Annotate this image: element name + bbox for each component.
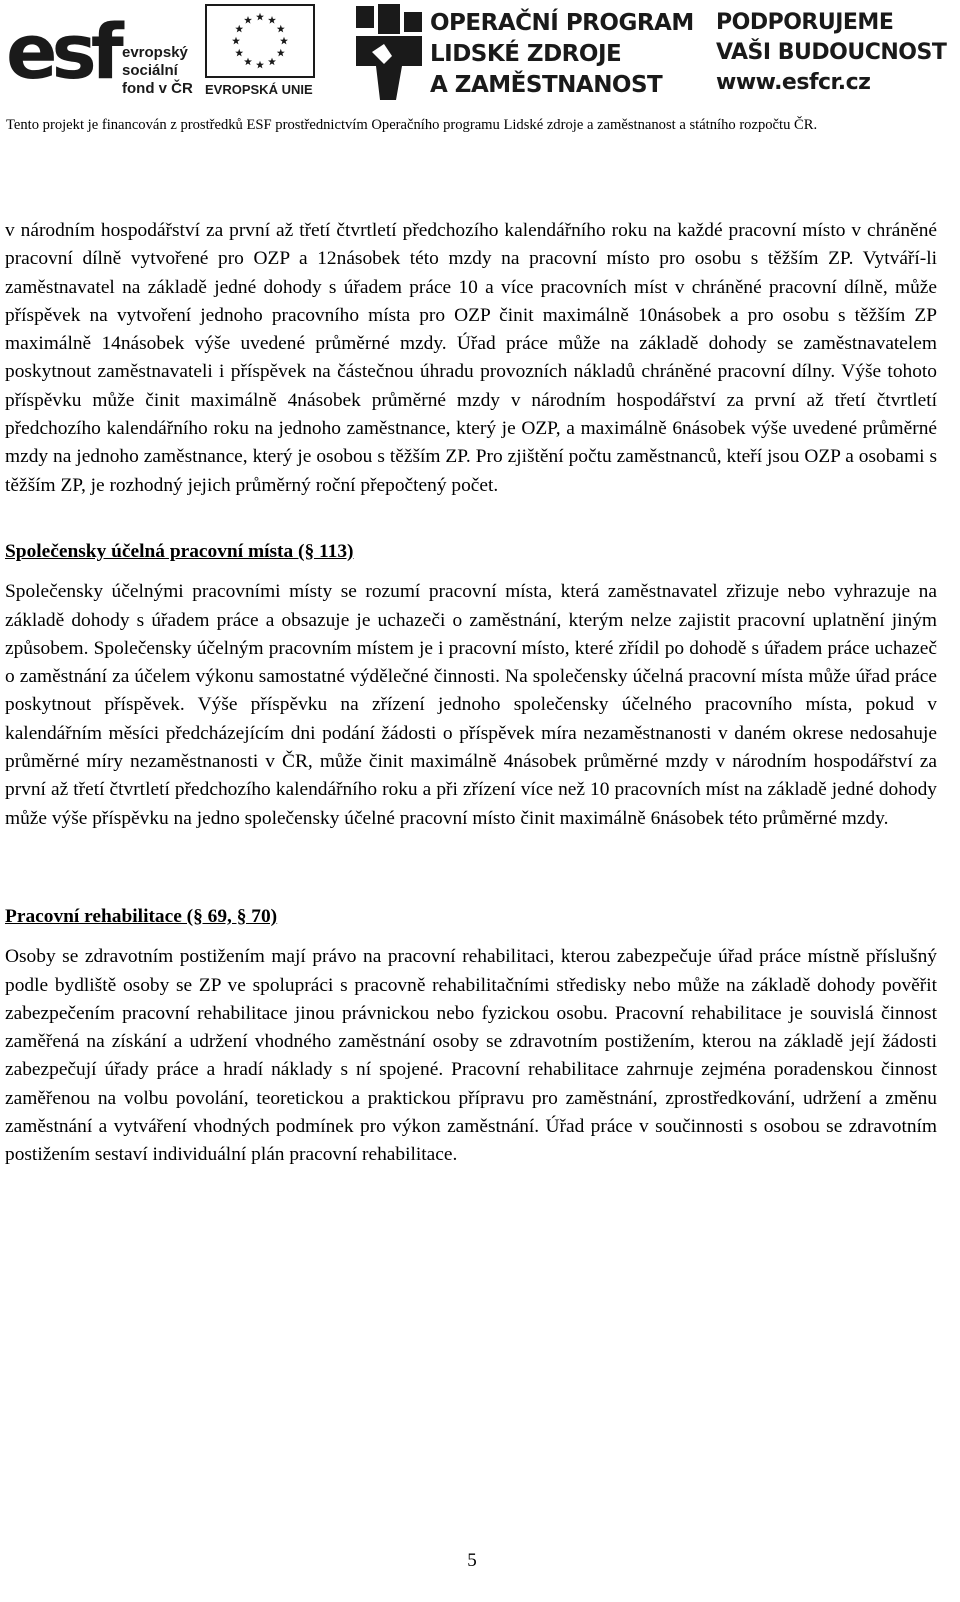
page-number: 5	[467, 1550, 477, 1571]
intro-paragraph: v národním hospodářství za první až třetí čtvrtletí předchozího kalendářního roku na každé pracovní místo v chráněné pracovní dílně vytvořené pro OZP a 12násobek této mzdy na pracovní místo pro osobu s těžším ZP. Vytváří-li zaměstnavatel na základě jedné dohody s úřadem práce 10 a více pracovních míst v chráněné pracovní dílně, může příspěvek na vytvoření jednoho pracovního místa pro OZP činit maximálně 10násobek a pro osobu s těžším ZP maximálně 14násobek výše uvedené průměrné mzdy. Úřad práce může na základě dohody se zaměstnavatelem poskytnout zaměstnavateli i příspěvek na částečnou úhradu provozních nákladů chráněné pracovní dílny. Výše tohoto příspěvku může činit maximálně 4násobek průměrné mzdy v národním hospodářství za první až třetí čtvrtletí předchozího kalendářního roku na jednoho zaměstnance, který je OZP, a maximálně 6násobek výše uvedené průměrné mzdy na jednoho zaměstnance, který je osobou s těžším ZP. Pro zjištění počtu zaměstnanců, kteří jsou OZP a osobami s těžším ZP, je rozhodný jejich průměrný roční přepočtený počet.	[5, 220, 937, 496]
eu-star-icon	[235, 49, 243, 57]
esf-logo	[6, 4, 196, 100]
slogan-url: www.esfcr.cz	[716, 70, 871, 95]
document-body	[5, 217, 937, 1170]
funding-note: Tento projekt je financován z prostředků ESF prostřednictvím Operačního programu Lidské zdroje a zaměstnanost a státního rozpočtu ČR.	[6, 117, 818, 133]
eu-star-icon	[244, 58, 252, 66]
eu-star-icon	[277, 49, 285, 57]
spacer	[5, 833, 937, 903]
section-paragraph-social-jobs: Společensky účelnými pracovními místy se rozumí pracovní místa, která zaměstnavatel zřizuje nebo vyhrazuje na základě dohody s úřadem práce a obsazuje je uchazeči o zaměstnání, kterým nelze zajistit pracovní uplatnění jiným způsobem. Společensky účelným pracovním místem je i pracovní místo, které zřídil po dohodě s úřadem práce uchazeč o zaměstnání za účelem výkonu samostatné výdělečné činnosti. Na společensky účelná pracovní místa může úřad práce poskytnout příspěvek. Výše příspěvku na zřízení jednoho společensky účelného pracovního místa, pokud v kalendářním měsíci předcházejícím dni podání žádosti o příspěvek míra nezaměstnanosti v daném okrese nedosahuje průměrné míry nezaměstnanosti v ČR, může činit maximálně 4násobek průměrné mzdy v národním hospodářství za první až třetí čtvrtletí předchozího kalendářního roku a při zřízení více než 10 pracovních míst na základě jedné dohody může výše příspěvku na jedno společensky účelné pracovní místo činit maximálně 6násobek této průměrné mzdy.	[5, 581, 937, 829]
eu-star-icon	[235, 25, 243, 33]
eu-star-icon	[268, 16, 276, 24]
eu-logo-label: EVROPSKÁ UNIE	[205, 82, 313, 97]
eu-star-icon	[256, 13, 264, 21]
esf-logo-line3: fond v ČR	[122, 80, 193, 97]
eu-star-icon	[256, 61, 264, 69]
slogan-text	[716, 8, 956, 98]
section-paragraph-rehabilitation: Osoby se zdravotním postižením mají právo na pracovní rehabilitaci, kterou zabezpečuje úřad práce místně příslušný podle bydliště osoby se ZP ve spolupráci s pracovně rehabilitačními středisky nebo může na základě dohody pověřit zabezpečením pracovní rehabilitace jinou právnickou nebo fyzickou osobu. Pracovní rehabilitace je souvislá činnost zaměřená na získání a udržení vhodného zaměstnání osoby se zdravotním postižením, kterou na základě její žádosti zabezpečují úřady práce a hradí náklady s ní spojené. Pracovní rehabilitace zahrnuje zejména poradenskou činnost zaměřenou na volbu povolání, teoretickou a praktickou přípravu pro zaměstnání, zprostředkování, udržení a změnu zaměstnání a vytváření vhodných podmínek pro výkon zaměstnání. Úřad práce v součinnosti s osobou se zdravotním postižením sestaví individuální plán pracovní rehabilitace.	[5, 946, 937, 1166]
esf-logo-line2: sociální	[122, 62, 178, 79]
esf-logo-line1: evropský	[122, 44, 188, 61]
eu-star-icon	[268, 58, 276, 66]
section-heading-social-jobs: Společensky účelná pracovní místa (§ 113)	[5, 540, 354, 562]
esf-logo-letters: esf	[6, 7, 118, 96]
esf-logo-caption	[122, 44, 193, 98]
header-logos	[0, 0, 960, 108]
op-logo-line3: A ZAMĚSTNANOST	[430, 72, 663, 98]
spacer	[5, 931, 937, 943]
slogan-line2: VAŠI BUDOUCNOST	[716, 40, 947, 65]
op-logo-line1: OPERAČNÍ PROGRAM	[430, 10, 694, 36]
eu-star-icon	[232, 37, 240, 45]
spacer	[5, 566, 937, 578]
op-logo-text	[430, 8, 694, 101]
human-figure-logo-icon	[356, 4, 422, 100]
op-logo	[356, 4, 696, 100]
eu-flag-icon	[205, 4, 315, 78]
op-logo-line2: LIDSKÉ ZDROJE	[430, 41, 622, 67]
eu-star-icon	[280, 37, 288, 45]
eu-star-icon	[277, 25, 285, 33]
eu-star-icon	[244, 16, 252, 24]
eu-logo	[205, 4, 317, 100]
spacer	[5, 500, 937, 538]
slogan-line1: PODPORUJEME	[716, 10, 894, 35]
slogan-logo	[716, 8, 956, 100]
section-heading-rehabilitation: Pracovní rehabilitace (§ 69, § 70)	[5, 905, 278, 927]
